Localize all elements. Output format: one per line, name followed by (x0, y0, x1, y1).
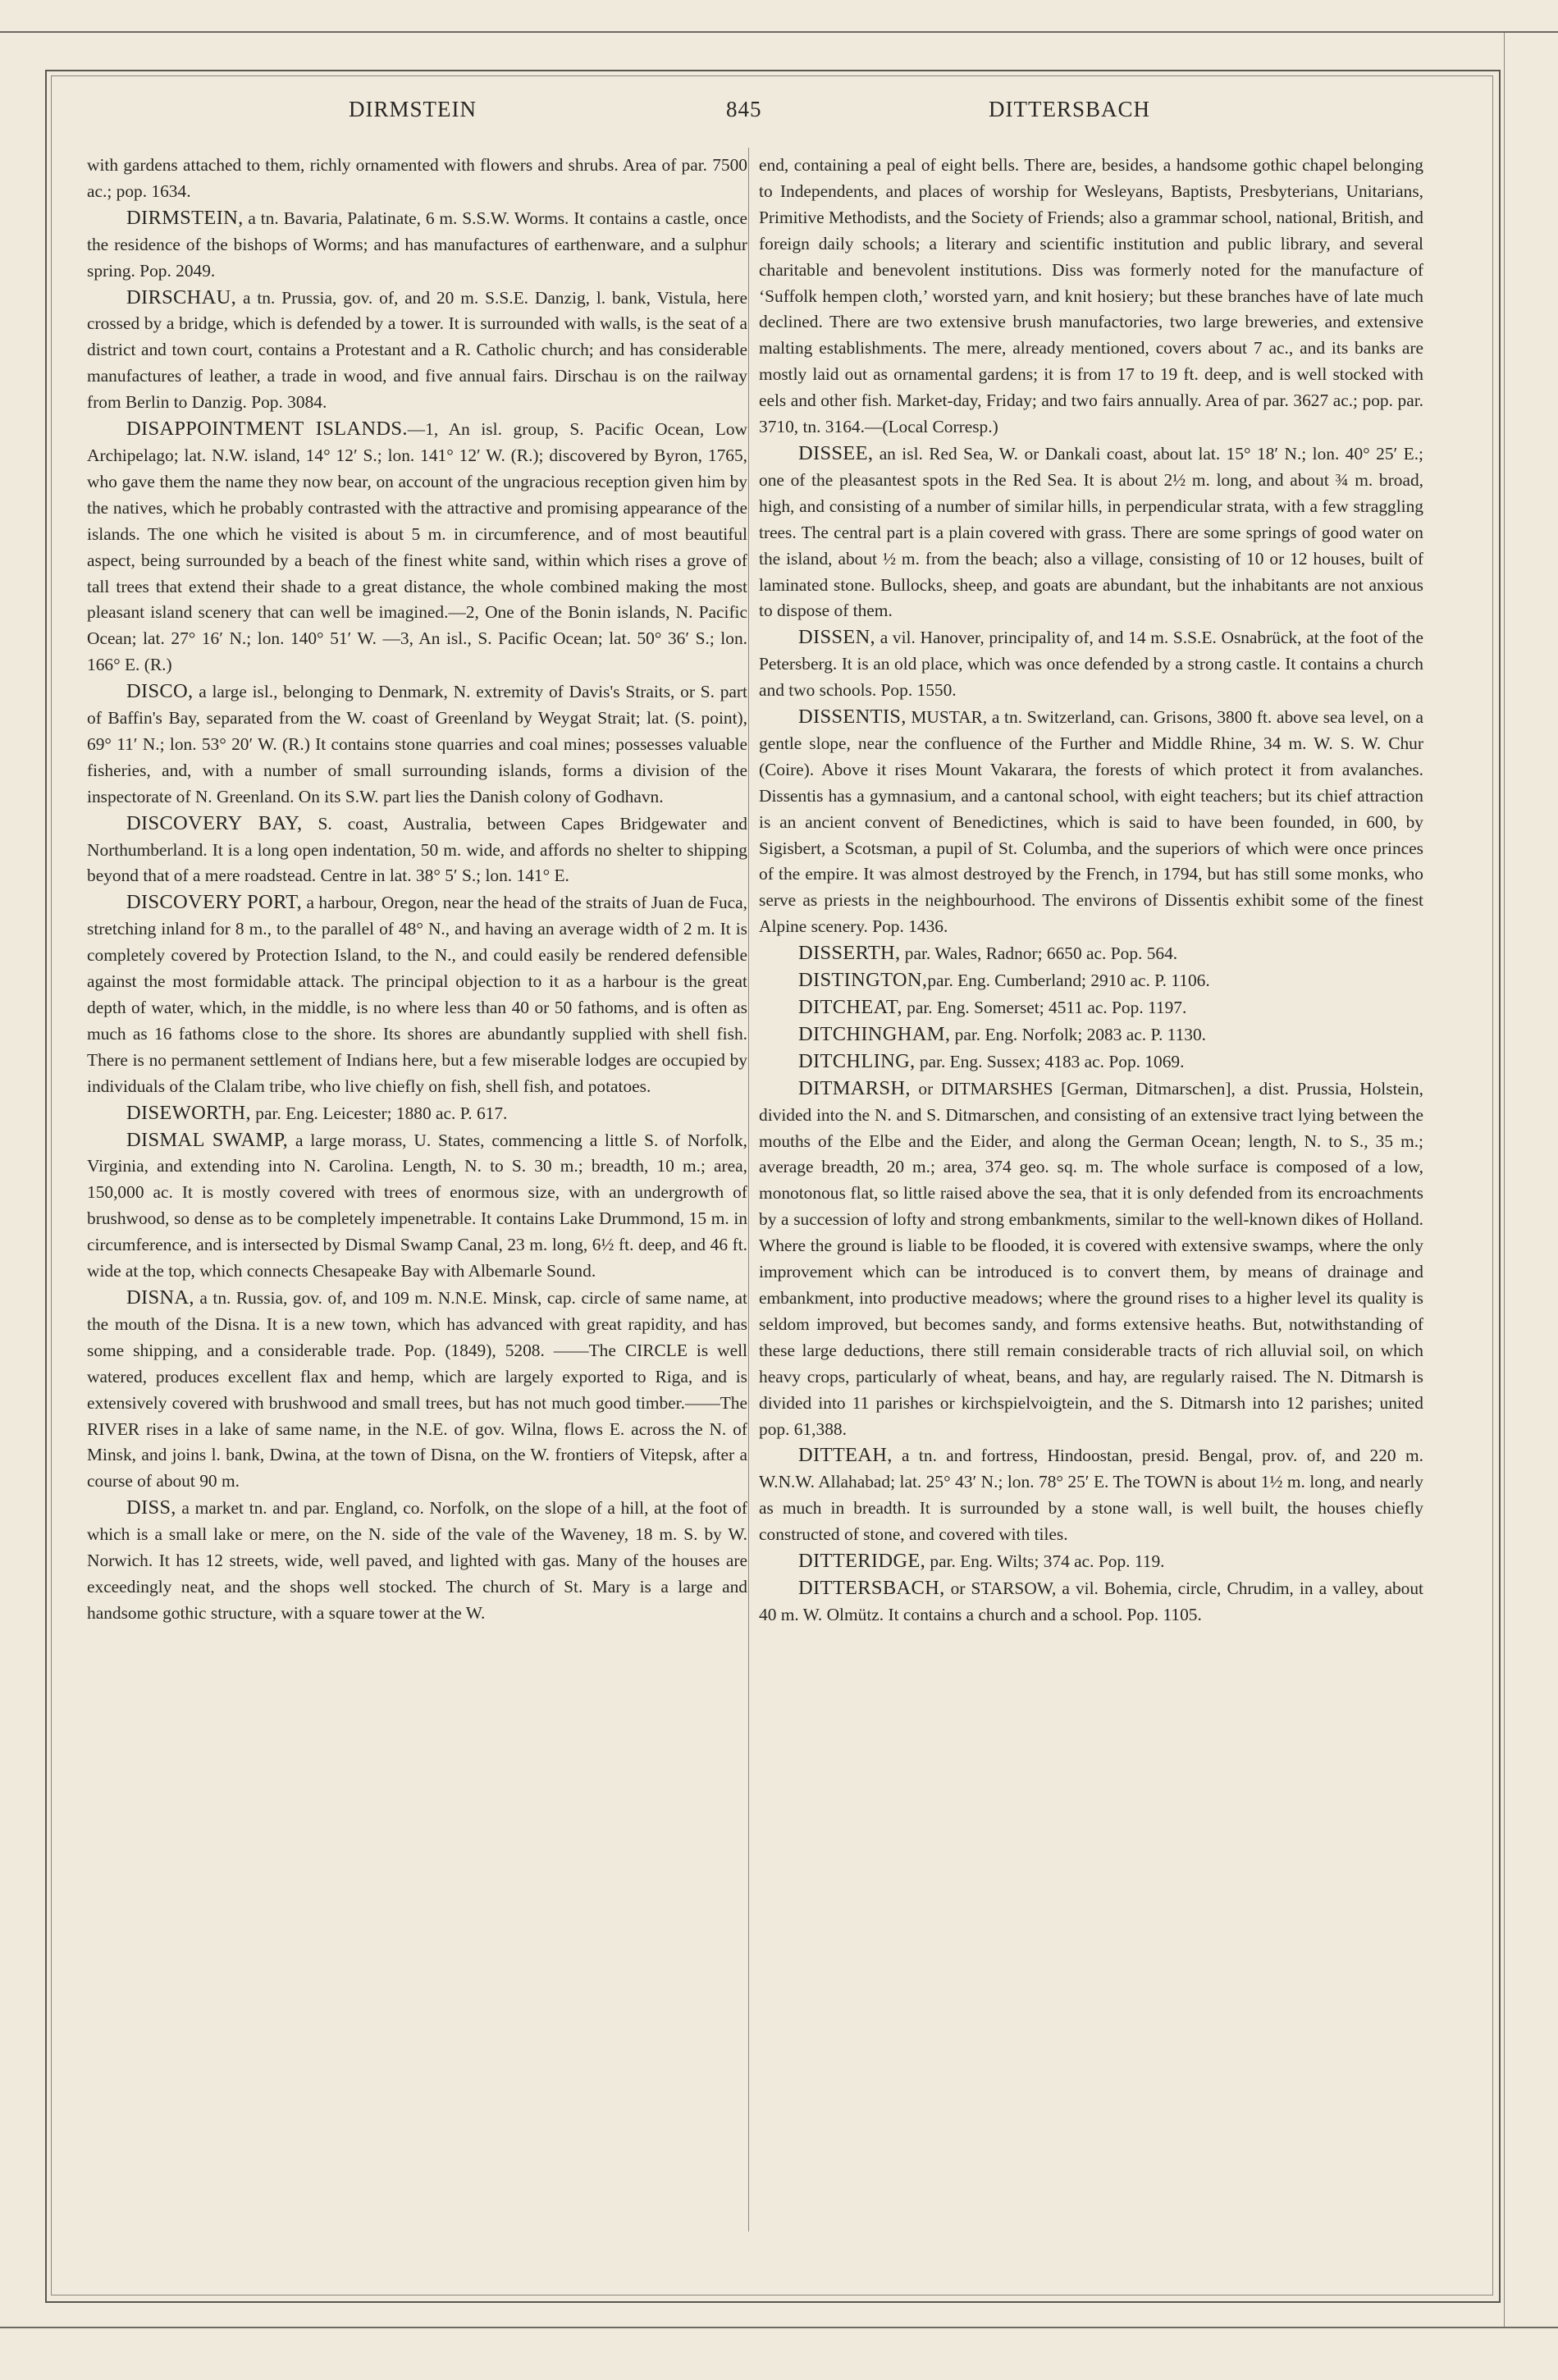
left-column (87, 153, 747, 1627)
entry-headword: DISS, (126, 1496, 176, 1519)
gazetteer-entry (759, 940, 1423, 967)
gazetteer-entry (759, 1548, 1423, 1575)
entry-headword: DISSEN, (798, 626, 875, 649)
gazetteer-entry (87, 1495, 747, 1627)
header-left-guideword: DIRMSTEIN (349, 97, 477, 121)
gazetteer-entry (87, 285, 747, 417)
entry-headword: DITTERSBACH, (798, 1576, 945, 1599)
entry-headword: DISSERTH, (798, 942, 901, 965)
entry-headword: DISCOVERY PORT, (126, 891, 303, 914)
entry-headword: DITTEAH, (798, 1444, 893, 1467)
page-number: 845 (726, 97, 762, 121)
entry-headword: DIRMSTEIN, (126, 206, 244, 229)
gazetteer-entry (87, 205, 747, 285)
gazetteer-entry (759, 1442, 1423, 1548)
entry-headword: DITMARSH, (798, 1076, 911, 1099)
entry-body: MUSTAR, a tn. Switzerland, can. Grisons, 3800 ft. above sea level, on a gentle slope, near the confluence of the Further and Middle Rhine, 34 m. W. S. W. Chur (Coire). Above it rises Mount Vakarara, the forests of which protect it from avalanches. Dissentis has a gymnasium, and a cantonal school, with eight teachers; but its chief attraction is an ancient convent of Benedictines, which is said to have been founded, in 600, by Sigisbert, a Scotsman, a pupil of St. Columba, and the superiors of which were once princes of the empire. It was almost destroyed by the French, in 1794, but has still some monks, who serve as priests in the neighbourhood. The environs of Dissentis exhibit some of the finest Alpine scenery. Pop. 1436. (759, 707, 1423, 937)
entry-body: a tn. Prussia, gov. of, and 20 m. S.S.E. Danzig, l. bank, Vistula, here crossed by a bridge, which is defended by a tower. It is surrounded with walls, is the seat of a district and town court, contains a Protestant and a R. Catholic church; and has considerable manufactures of leather, a trade in wood, and five annual fairs. Dirschau is on the railway from Berlin to Danzig. Pop. 3084. (87, 287, 747, 413)
entry-headword: DITTERIDGE, (798, 1550, 926, 1573)
page-top-rule (0, 31, 1558, 33)
entry-body: —1, An isl. group, S. Pacific Ocean, Low Archipelago; lat. N.W. island, 14° 12′ S.; lon. 141° 12′ W. (R.); discovered by Byron, 1765, who gave them the name they now bear, on account of the ungracious reception given him by the natives, which he probably contrasted with the attractive and promising appearance of the islands. The one which he visited is about 5 m. in circumference, and of most beautiful aspect, being surrounded by a beach of the finest white sand, within which rises a grove of tall trees that extend their shade to a great distance, the whole combined making the most pleasant island scenery that can well be imagined.—2, One of the Bonin islands, N. Pacific Ocean; lat. 27° 16′ N.; lon. 140° 51′ W. —3, An isl., S. Pacific Ocean; lat. 50° 36′ S.; lon. 166° E. (R.) (87, 419, 747, 675)
gazetteer-entry (759, 1048, 1423, 1076)
entry-headword: DISTINGTON, (798, 969, 928, 992)
entry-headword: DITCHLING, (798, 1049, 916, 1072)
gazetteer-entry (87, 153, 747, 205)
gazetteer-entry (759, 994, 1423, 1021)
entry-headword: DISCOVERY BAY, (126, 811, 303, 834)
gazetteer-entry (759, 153, 1423, 441)
entry-body: a market tn. and par. England, co. Norfolk, on the slope of a hill, at the foot of which is a small lake or mere, on the N. side of the vale of the Waveney, 18 m. S. by W. Norwich. It has 12 streets, wide, well paved, and lighted with gas. Many of the houses are exceedingly neat, and the shops well stocked. The church of St. Mary is a large and handsome gothic structure, with a square tower at the W. (87, 1498, 747, 1623)
gazetteer-entry (87, 1127, 747, 1285)
gazetteer-entry (759, 441, 1423, 624)
entry-body: a tn. Russia, gov. of, and 109 m. N.N.E. Minsk, cap. circle of same name, at the mouth of the Disna. It is a new town, which has advanced with great rapidity, and has some shipping, and a considerable trade. Pop. (1849), 5208. ——The CIRCLE is well watered, produces excellent flax and hemp, which are largely exported to Riga, and is extensively covered with brushwood and small trees, but has not much good timber.——The RIVER rises in a lake of same name, in the N.E. of gov. Wilna, flows E. across the N. of Minsk, and joins l. bank, Dwina, at the town of Disna, on the W. frontiers of Vitepsk, after a course of about 90 m. (87, 1287, 747, 1491)
gazetteer-entry (759, 624, 1423, 704)
entry-body: end, containing a peal of eight bells. There are, besides, a handsome gothic chapel belonging to Independents, and places of worship for Wesleyans, Baptists, Presbyterians, Unitarians, Primitive Methodists, and the Society of Friends; also a grammar school, national, British, and foreign daily schools; a literary and scientific institution and public library, and several charitable and benevolent institutions. Diss was formerly noted for the manufacture of ‘Suffolk hempen cloth,’ worsted yarn, and knit hosiery; but these branches have of late much declined. There are two extensive brush manufactories, two large breweries, and extensive malting establishments. The mere, already mentioned, covers about 7 ac., and its banks are mostly laid out as ornamental gardens; it is from 17 to 19 ft. deep, and is well stocked with eels and other fish. Market-day, Friday; and two fairs annually. Area of par. 3627 ac.; pop. par. 3710, tn. 3164.—(Local Corresp.) (759, 155, 1423, 437)
gazetteer-entry (87, 889, 747, 1099)
gazetteer-entry (759, 1021, 1423, 1048)
gazetteer-entry (759, 704, 1423, 940)
gazetteer-entry (87, 416, 747, 678)
gazetteer-entry (87, 1285, 747, 1495)
entry-body: a large morass, U. States, commencing a little S. of Norfolk, Virginia, and extending into N. Carolina. Length, N. to S. 30 m.; breadth, 10 m.; area, 150,000 ac. It is mostly covered with trees of enormous size, with an undergrowth of brushwood, so dense as to be completely impenetrable. It contains Lake Drummond, 15 m. in circumference, and is intersected by Dismal Swamp Canal, 23 m. long, 6½ ft. deep, and 46 ft. wide at the top, which connects Chesapeake Bay with Albemarle Sound. (87, 1130, 747, 1281)
entry-headword: DISSENTIS, (798, 706, 907, 729)
column-divider (748, 148, 749, 2232)
entry-headword: DIRSCHAU, (126, 286, 237, 308)
gazetteer-entry (87, 1100, 747, 1127)
gazetteer-entry (759, 1575, 1423, 1629)
entry-headword: DITCHINGHAM, (798, 1022, 951, 1045)
entry-body: a harbour, Oregon, near the head of the straits of Juan de Fuca, stretching inland for 8 m., to the parallel of 48° N., and having an average width of 2 m. It is completely covered by Protection Island, to the N., and could easily be rendered defensible against the most formidable attack. The principal objection to it as a harbour is the great depth of water, which, in the middle, is no where less than 40 or 50 fathoms, and is often as much as 16 fathoms close to the shore. Its shores are abundantly supplied with shell fish. There is no permanent settlement of Indians here, but a few miserable lodges are occupied by individuals of the Clalam tribe, who live chiefly on fish, shell fish, and potatoes. (87, 893, 748, 1096)
entry-headword: DISEWORTH, (126, 1101, 251, 1124)
page-right-rule (1504, 33, 1505, 2327)
entry-body: or STARSOW, a vil. Bohemia, circle, Chrudim, in a valley, about 40 m. W. Olmütz. It contains a church and a school. Pop. 1105. (759, 1578, 1423, 1624)
gazetteer-entry (759, 1076, 1423, 1443)
entry-body: an isl. Red Sea, W. or Dankali coast, about lat. 15° 18′ N.; lon. 40° 25′ E.; one of the pleasantest spots in the Red Sea. It is about 2½ m. long, and about ¾ m. broad, high, and consisting of a number of similar hills, in perpendicular strata, with a few straggling trees. The central part is a plain covered with grass. There are some springs of good water on the island, about ½ m. from the beach; also a village, consisting of 10 or 12 houses, built of laminated stone. Bullocks, sheep, and goats are abundant, but the inhabitants are not anxious to dispose of them. (759, 443, 1423, 621)
entry-body: with gardens attached to them, richly ornamented with flowers and shrubs. Area of par. 7500 ac.; pop. 1634. (87, 155, 747, 201)
entry-body: par. Eng. Sussex; 4183 ac. Pop. 1069. (915, 1051, 1185, 1071)
entry-headword: DITCHEAT, (798, 996, 902, 1018)
page-bottom-rule (0, 2327, 1558, 2328)
entry-body: a tn. and fortress, Hindoostan, presid. Bengal, prov. of, and 220 m. W.N.W. Allahabad; lat. 25° 43′ N.; lon. 78° 25′ E. The TOWN is about 1½ m. long, and nearly as much in breadth. It is surrounded by a stone wall, is well built, the houses chiefly constructed of stone, and covered with tiles. (759, 1446, 1423, 1545)
entry-body: par. Eng. Leicester; 1880 ac. P. 617. (250, 1103, 508, 1123)
entry-body: par. Eng. Norfolk; 2083 ac. P. 1130. (950, 1024, 1207, 1044)
entry-body: a vil. Hanover, principality of, and 14 m. S.S.E. Osnabrück, at the foot of the Petersberg. It is an old place, which was once defended by a strong castle. It contains a church and two schools. Pop. 1550. (759, 628, 1423, 701)
right-column (759, 153, 1423, 1629)
running-header (86, 97, 1473, 130)
entry-headword: DISAPPOINTMENT ISLANDS. (126, 418, 408, 441)
entry-body: S. coast, Australia, between Capes Bridgewater and Northumberland. It is a long open indentation, 50 m. wide, and affords no shelter to shipping beyond that of a mere roadstead. Centre in lat. 38° 5′ S.; lon. 141° E. (87, 813, 747, 886)
entry-headword: DISMAL SWAMP, (126, 1128, 289, 1151)
header-right-guideword: DITTERSBACH (989, 97, 1151, 121)
entry-body: par. Eng. Cumberland; 2910 ac. P. 1106. (927, 971, 1210, 991)
entry-body: par. Wales, Radnor; 6650 ac. Pop. 564. (900, 943, 1178, 964)
entry-headword: DISSEE, (798, 441, 874, 464)
entry-body: par. Eng. Wilts; 374 ac. Pop. 119. (925, 1551, 1165, 1572)
entry-headword: DISCO, (126, 680, 194, 703)
entry-body: a large isl., belonging to Denmark, N. extremity of Davis's Straits, or S. part of Baffin's Bay, separated from the W. coast of Greenland by Weygat Strait; lat. (S. point), 69° 11′ N.; lon. 53° 20′ W. (R.) It contains stone quarries and coal mines; possesses valuable fisheries, and, with a number of small surrounding islands, forms a division of the inspectorate of N. Greenland. On its S.W. part lies the Danish colony of Godhavn. (87, 682, 747, 806)
gazetteer-entry (87, 811, 747, 890)
gazetteer-entry (87, 678, 747, 811)
entry-body: or DITMARSHES [German, Ditmarschen], a dist. Prussia, Holstein, divided into the N. and S. Ditmarschen, and consisting of an extensive tract lying between the mouths of the Elbe and the Eider, and along the German Ocean; length, N. to S., 35 m.; average breadth, 20 m.; area, 374 geo. sq. m. The whole surface is composed of a low, monotonous flat, so little raised above the sea, that it is only defended from its encroachments by a succession of lofty and strong embankments, similar to the well-known dikes of Holland. Where the ground is liable to be flooded, it is covered with extensive swamps, where the only improvement which can be introduced is to convert them, by means of drainage and embankment, into productive meadows; where the ground rises to a higher level its quality is seldom improved, but becomes sandy, and forms extensive heaths. But, notwithstanding of these large deductions, there still remain considerable tracts of rich alluvial soil, on which heavy crops, particularly of wheat, beans, and hay, are regularly raised. The N. Ditmarsh is divided into 11 parishes or kirchspielvoigtein, and the S. Ditmarsh into 12 parishes; united pop. 61,388. (759, 1078, 1423, 1439)
entry-body: a tn. Bavaria, Palatinate, 6 m. S.S.W. Worms. It contains a castle, once the residence of the bishops of Worms; and has manufactures of earthenware, and a sulphur spring. Pop. 2049. (87, 208, 747, 281)
entry-body: par. Eng. Somerset; 4511 ac. Pop. 1197. (902, 998, 1187, 1017)
gazetteer-entry (759, 967, 1423, 994)
entry-headword: DISNA, (126, 1286, 194, 1309)
